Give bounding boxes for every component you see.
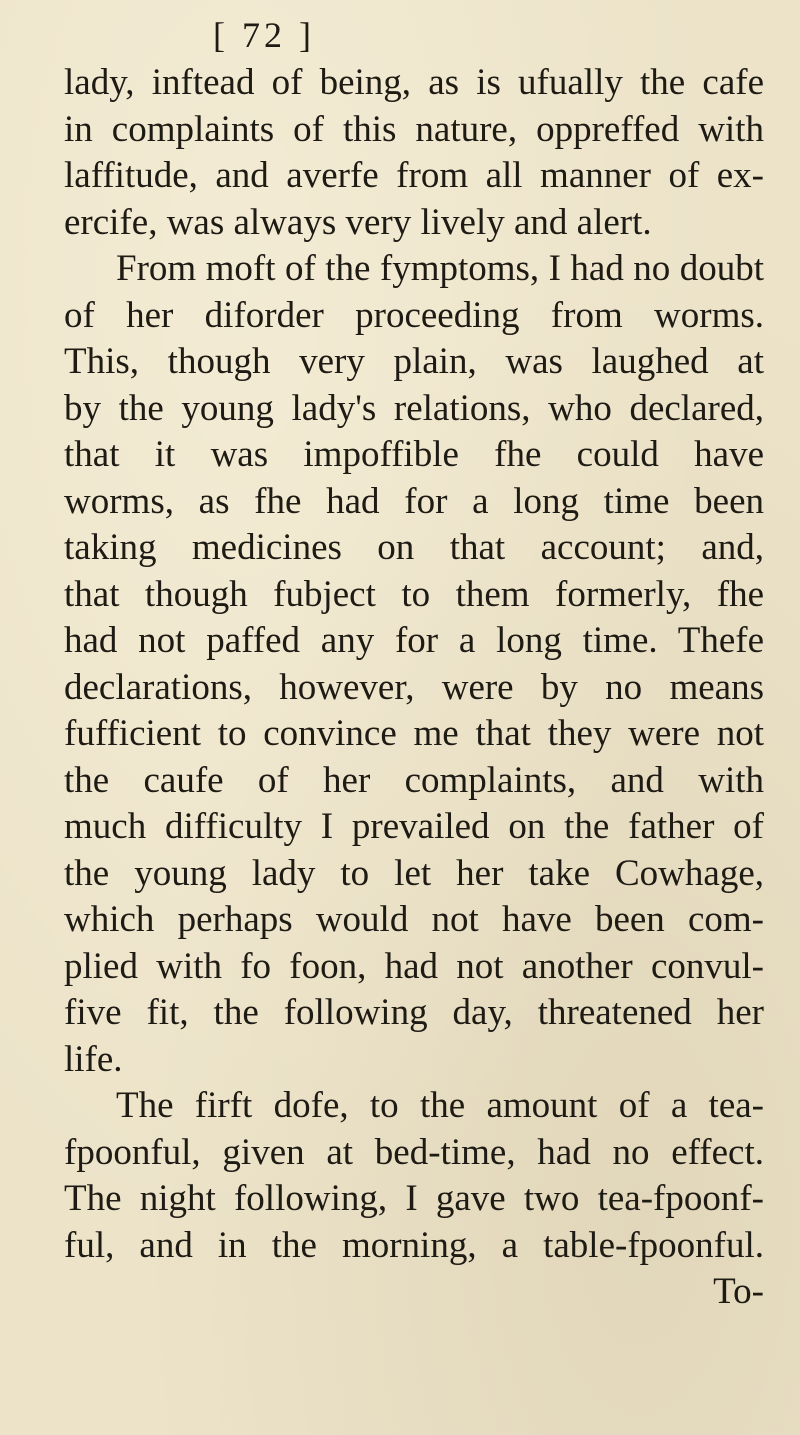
text-line: plied with fo foon, had not another convul-: [64, 945, 764, 987]
text-line: worms, as fhe had for a long time been: [64, 480, 764, 522]
text-line: laffitude, and averfe from all manner of ex-: [64, 155, 764, 196]
text-line: five fit, the following day, threatened her: [64, 992, 764, 1033]
text-line: taking medicines on that account; and,: [64, 527, 764, 568]
text-line: The firft dofe, to the amount of a tea-: [116, 1085, 764, 1126]
book-page: [64, 0, 764, 1435]
text-line: fufficient to convince me that they were not: [64, 713, 764, 754]
text-line: that though fubject to them formerly, fhe: [64, 573, 764, 615]
text-line: by the young lady's relations, who declared,: [64, 387, 764, 429]
text-line: fpoonful, given at bed-time, had no effect.: [64, 1131, 764, 1173]
text-line: the young lady to let her take Cowhage,: [64, 852, 764, 894]
text-line: life.: [64, 1038, 123, 1080]
text-line: of her diforder proceeding from worms.: [64, 294, 764, 336]
page-number-header: [64, 14, 764, 56]
text-line: This, though very plain, was laughed at: [64, 341, 764, 382]
text-line: which perhaps would not have been com-: [64, 899, 764, 940]
text-line: ercife, was always very lively and alert.: [64, 201, 652, 243]
page-number: [ 72 ]: [213, 15, 315, 55]
text-line: From moft of the fymptoms, I had no doubt: [116, 248, 764, 289]
text-line: The night following, I gave two tea-fpoonf-: [64, 1178, 764, 1219]
text-line: lady, inftead of being, as is ufually the cafe: [64, 62, 764, 103]
text-line: had not paffed any for a long time. Thefe: [64, 620, 764, 661]
body-text: [64, 60, 764, 1316]
text-line: much difficulty I prevailed on the father of: [64, 806, 764, 847]
text-line: the caufe of her complaints, and with: [64, 759, 764, 801]
text-line: in complaints of this nature, oppreffed with: [64, 108, 764, 150]
text-line: that it was impoffible fhe could have: [64, 434, 764, 475]
catchword: To-: [713, 1271, 764, 1312]
text-line: ful, and in the morning, a table-fpoonful.: [64, 1224, 764, 1266]
text-line: declarations, however, were by no means: [64, 666, 764, 708]
